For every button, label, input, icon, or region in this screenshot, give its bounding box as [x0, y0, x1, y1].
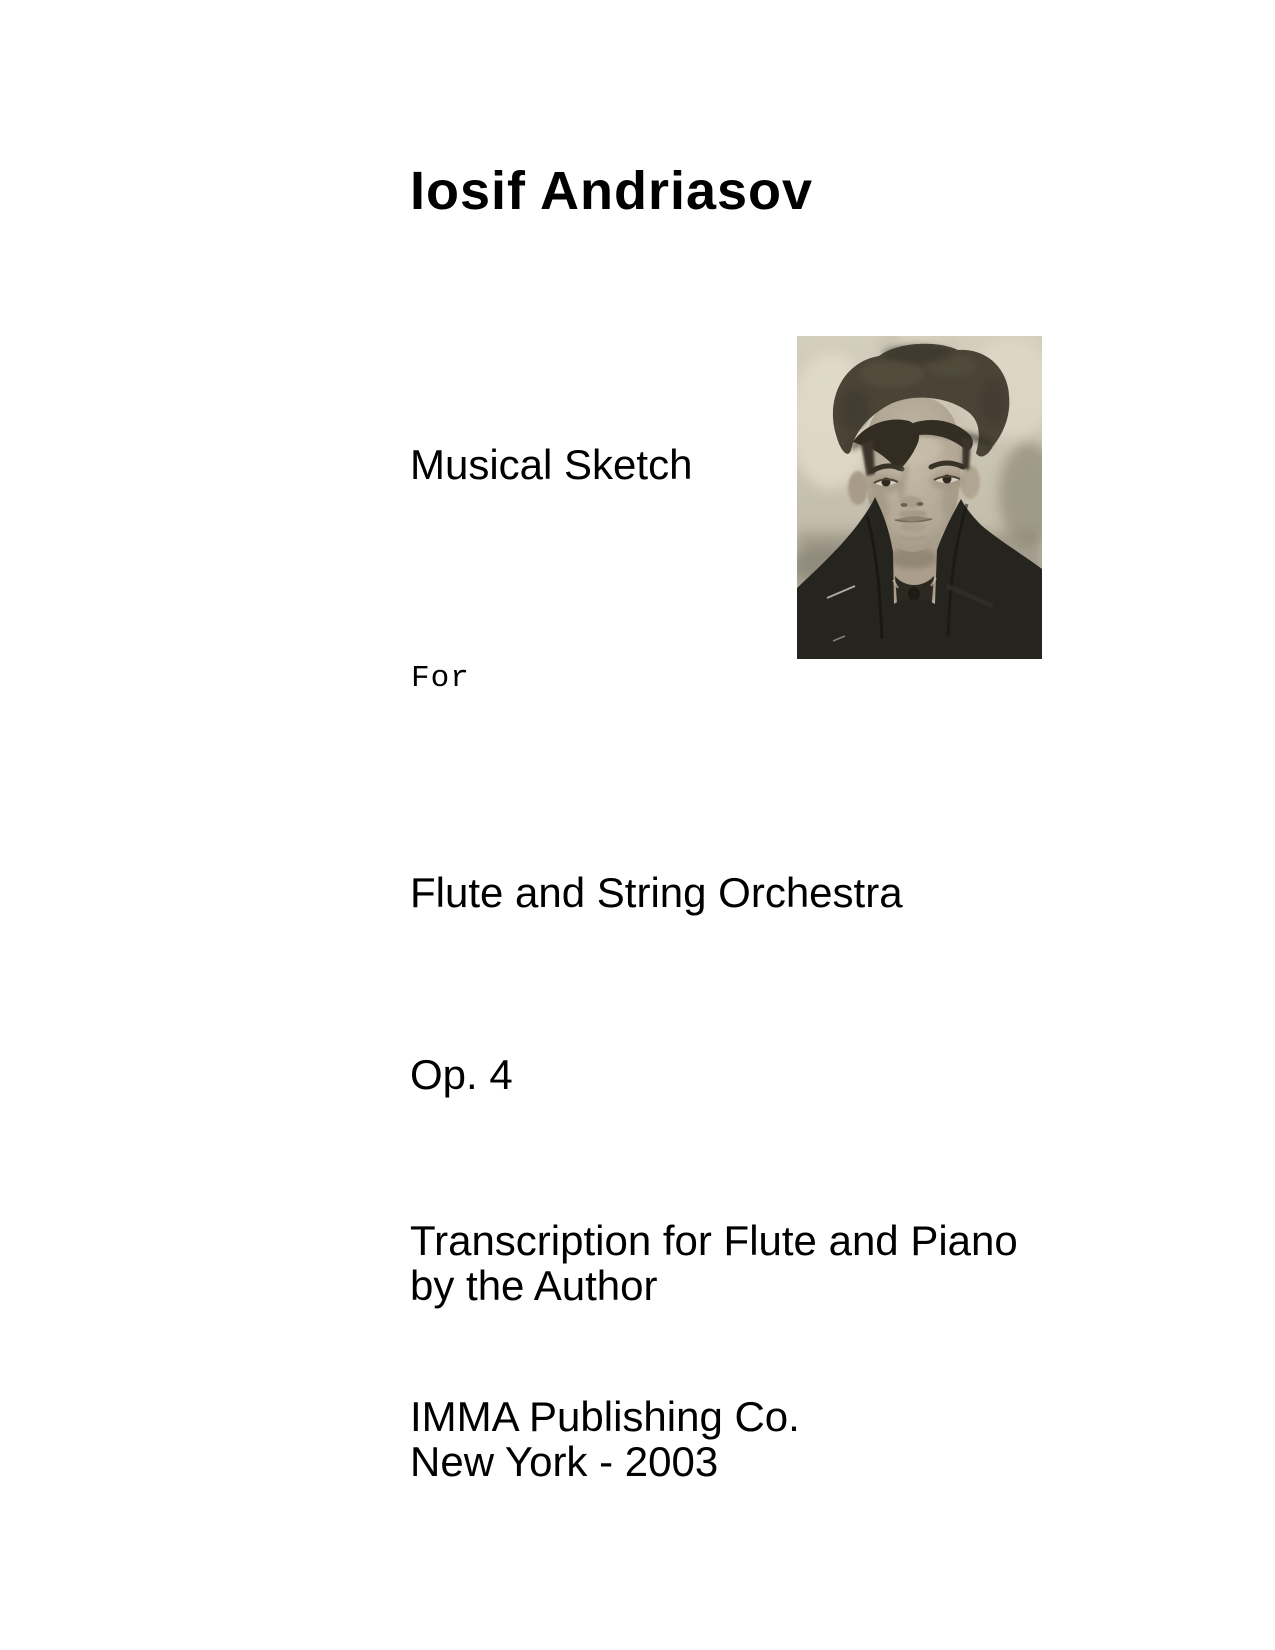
opus-number: Op. 4 [410, 1051, 513, 1098]
work-title: Musical Sketch [410, 441, 693, 488]
publication-place-year: New York - 2003 [410, 1438, 719, 1485]
transcription-line2: by the Author [410, 1262, 658, 1309]
composer-portrait-photo [797, 336, 1042, 659]
instrumentation: Flute and String Orchestra [410, 869, 903, 916]
portrait-illustration [797, 336, 1042, 659]
for-label: For [411, 661, 470, 696]
composer-name: Iosif Andriasov [410, 161, 814, 221]
publisher-name: IMMA Publishing Co. [410, 1393, 800, 1440]
publisher-block [410, 1394, 800, 1484]
transcription-note [410, 1218, 1018, 1308]
transcription-line1: Transcription for Flute and Piano [410, 1217, 1018, 1264]
